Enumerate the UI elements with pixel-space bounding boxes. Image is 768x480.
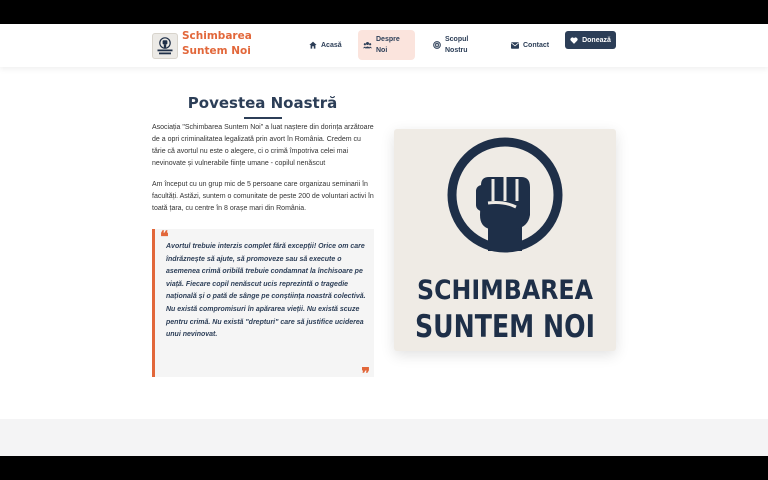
title-underline <box>244 117 282 119</box>
page-viewport <box>0 24 768 456</box>
envelope-icon <box>511 42 519 49</box>
story-paragraph-1: Asociația "Schimbarea Suntem Noi" a luat naștere din dorința arzătoare de a opri criminalitatea legalizată prin avort în România. Credem cu tărie că avortul nu este o alegere, ci o crimă împotriva celei mai nevinovate și vulnerabile ființe umane - copilul nenăscut <box>152 124 374 167</box>
nav-item-despre-noi[interactable] <box>358 30 415 60</box>
story-paragraph-2: Am început cu un grup mic de 5 persoane care organizau seminarii în facultăți. Astăzi, suntem o comunitate de peste 200 de voluntari activi în toată țara, cu centre în 8 orașe mari din România. <box>152 181 374 212</box>
quote-open-icon: ❝ <box>160 227 169 246</box>
nav-item-label: Contact <box>523 41 550 49</box>
nav-item-acasa[interactable] <box>304 30 347 60</box>
target-icon <box>433 41 441 49</box>
nav-item-contact[interactable] <box>506 30 554 60</box>
logo-image-card <box>394 129 616 351</box>
nav-item-label: Scopul Nostru <box>445 36 469 54</box>
users-icon <box>363 41 372 49</box>
donate-label: Donează <box>582 36 611 44</box>
brand-logo[interactable] <box>152 33 178 59</box>
image-text-line1: SCHIMBAREA <box>417 275 594 306</box>
nav-item-label: Acasă <box>321 41 342 49</box>
fist-logo-icon <box>155 36 175 56</box>
image-text-line2: SUNTEM NOI <box>415 309 595 345</box>
nav-item-scopul-nostru[interactable] <box>428 30 480 60</box>
quote-block <box>152 227 374 383</box>
donate-button[interactable] <box>565 31 616 49</box>
nav-item-label: Despre Noi <box>376 36 400 54</box>
quote-text: Avortul trebuie interzis complet fără excepții! Orice om care îndrăznește să ajute, să promoveze sau să execute o asemenea crimă oribilă trebuie condamnat la închisoare pe viață. Fiecare copil nenăscut ucis reprezintă o tragedie națională și o pată de sânge pe conștiința noastră colectivă. Nu există compromisuri în apărarea vieții. Nu există scuze pentru crimă. Nu există "drepturi" care să justifice uciderea unui nevinovat. <box>166 243 366 339</box>
quote-close-icon: ❞ <box>361 364 370 383</box>
heart-icon <box>570 37 578 44</box>
site-header <box>0 24 768 67</box>
section-title: Povestea Noastră <box>187 94 338 112</box>
raised-fist-logo <box>394 129 616 351</box>
next-section-band <box>0 419 768 456</box>
brand-name[interactable]: Schimbarea Suntem Noi <box>182 30 252 57</box>
home-icon <box>309 41 317 49</box>
